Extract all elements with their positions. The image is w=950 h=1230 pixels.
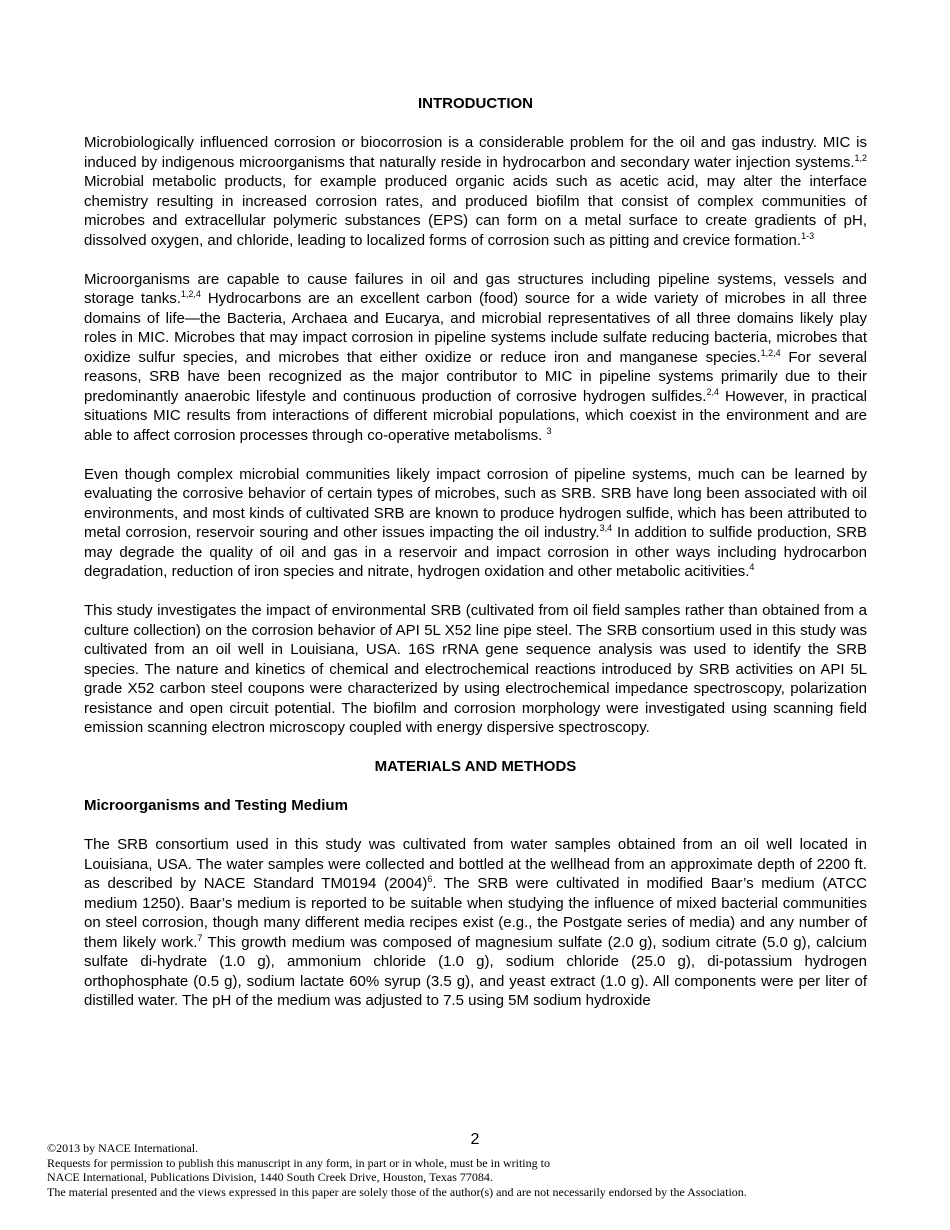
page-number: 2: [470, 1131, 480, 1148]
methods-paragraph-1: [84, 835, 867, 1011]
footer-copyright: ©2013 by NACE International.: [47, 1141, 199, 1155]
intro-paragraph-1: [84, 133, 867, 250]
citation: 3: [546, 425, 552, 436]
citation: 1,2: [854, 152, 867, 163]
text-run: This growth medium was composed of magnesium sulfate (2.0 g), sodium citrate (5.0 g), calcium sulfate di-hydrate (1.0 g), ammonium chloride (1.0 g), sodium chloride (25.0 g), di-potassium hydrogen orthophosphate (0.5 g), sodium lactate 60% syrup (3.5 g), and yeast extract (1.0 g). All components were per liter of distilled water. The pH of the medium was adjusted to 7.5 using 5M sodium hydroxide: [84, 933, 868, 1009]
citation: 3,4: [599, 523, 613, 533]
intro-paragraph-4: This study investigates the impact of environmental SRB (cultivated from oil field samples rather than obtained from a culture collection) on the corrosion behavior of API 5L X52 line pipe steel. The SRB consortium used in this study was cultivated from an oil well in Louisiana, USA. 16S rRNA gene sequence analysis was used to identify the SRB species. The nature and kinetics of chemical and electrochemical reactions introduced by SRB activities on API 5L grade X52 carbon steel coupons were characterized by using electrochemical impedance spectroscopy, polarization resistance and open circuit potential. The biofilm and corrosion morphology were investigated using scanning field emission scanning electron microscopy coupled with energy dispersive spectroscopy.: [84, 602, 867, 736]
footer-permission-line-1: Requests for permission to publish this manuscript in any form, in part or in whole, must be in writing to: [47, 1155, 550, 1170]
text-run: The SRB consortium used in this study was cultivated from water samples obtained from an oil well located in Louisiana, USA. The water samples were collected and bottled at the wellhead from an approximate depth of 2200 ft. as described by NACE Standard TM0194 (2004): [84, 836, 867, 892]
footer-permission-line-2: NACE International, Publications Division, 1440 South Creek Drive, Houston, Texas 77084.: [47, 1170, 493, 1184]
citation: 7: [197, 932, 203, 943]
text-run: Hydrocarbons are an excellent carbon (food) source for a wide variety of microbes in all three domains of life—the Bacteria, Archaea and Eucarya, and microbial representatives of all three domains likely play roles in MIC. Microbes that may impact corrosion in pipeline systems include sulfate reducing bacteria, microbes that oxidize sulfur species, and microbes that either oxidize or reduce iron and manganese species.: [84, 290, 867, 366]
text-run: Microbiologically influenced corrosion or biocorrosion is a considerable problem for the oil and gas industry. MIC is induced by indigenous microorganisms that naturally reside in hydrocarbon and secondary water injection systems.: [84, 134, 867, 171]
text-run: For several reasons, SRB have been recognized as the major contributor to MIC in pipeline systems primarily due to their predominantly anaerobic lifestyle and continuous production of corrosive hydrogen sulfides.: [84, 348, 867, 405]
page-footer: [47, 1141, 907, 1199]
subsection-heading: Microorganisms and Testing Medium: [84, 797, 348, 814]
citation: 1,2,4: [760, 347, 781, 358]
footer-disclaimer: The material presented and the views expressed in this paper are solely those of the author(s) and are not necessarily endorsed by the Association.: [47, 1184, 747, 1199]
citation: 6: [427, 874, 433, 884]
text-run: . The SRB were cultivated in modified Baar’s medium (ATCC medium 1250). Baar’s medium is reported to be suitable when studying the influence of mixed bacterial communities on steel corrosion, though many different media recipes exist (e.g., the Postgate series of media) and any number of them likely work.: [84, 875, 867, 951]
text-run: Even though complex microbial communities likely impact corrosion of pipeline systems, much can be learned by evaluating the corrosive behavior of certain types of microbes, such as SRB. SRB have long been associated with oil environments, and most kinds of cultivated SRB are known to produce hydrogen sulfide, which has been attributed to metal corrosion, reservoir souring and other issues impacting the oil industry.: [84, 465, 867, 541]
text-run: Microbial metabolic products, for example produced organic acids such as acetic acid, may alter the interface chemistry resulting in increased corrosion rates, and produced biofilm that consist of complex communities of microbes and extracellular polymeric substances (EPS) can form on a metal surface to create gradients of pH, dissolved oxygen, and chloride, leading to localized forms of corrosion such as pitting and crevice formation.: [84, 173, 867, 249]
citation: 2,4: [706, 386, 719, 397]
citation: 1,2,4: [180, 289, 201, 299]
intro-paragraph-2: [84, 270, 867, 446]
page-content: [84, 94, 867, 1011]
text-run: Microorganisms are capable to cause failures in oil and gas structures including pipeline systems, vessels and storage tanks.: [84, 270, 867, 307]
methods-heading: MATERIALS AND METHODS: [374, 758, 577, 775]
text-run: In addition to sulfide production, SRB may degrade the quality of oil and gas in a reservoir and impact corrosion in other ways including hydrocarbon degradation, reduction of iron species and nitrate, hydrogen oxidation and other metabolic acitivities.: [84, 524, 867, 580]
introduction-heading: INTRODUCTION: [418, 95, 533, 112]
text-run: However, in practical situations MIC results from interactions of different microbial populations, which coexist in the environment and are able to affect corrosion processes through co-operative metabolisms.: [84, 387, 867, 444]
citation: 4: [749, 562, 755, 572]
citation: 1-3: [801, 230, 815, 241]
intro-paragraph-3: [84, 465, 867, 582]
